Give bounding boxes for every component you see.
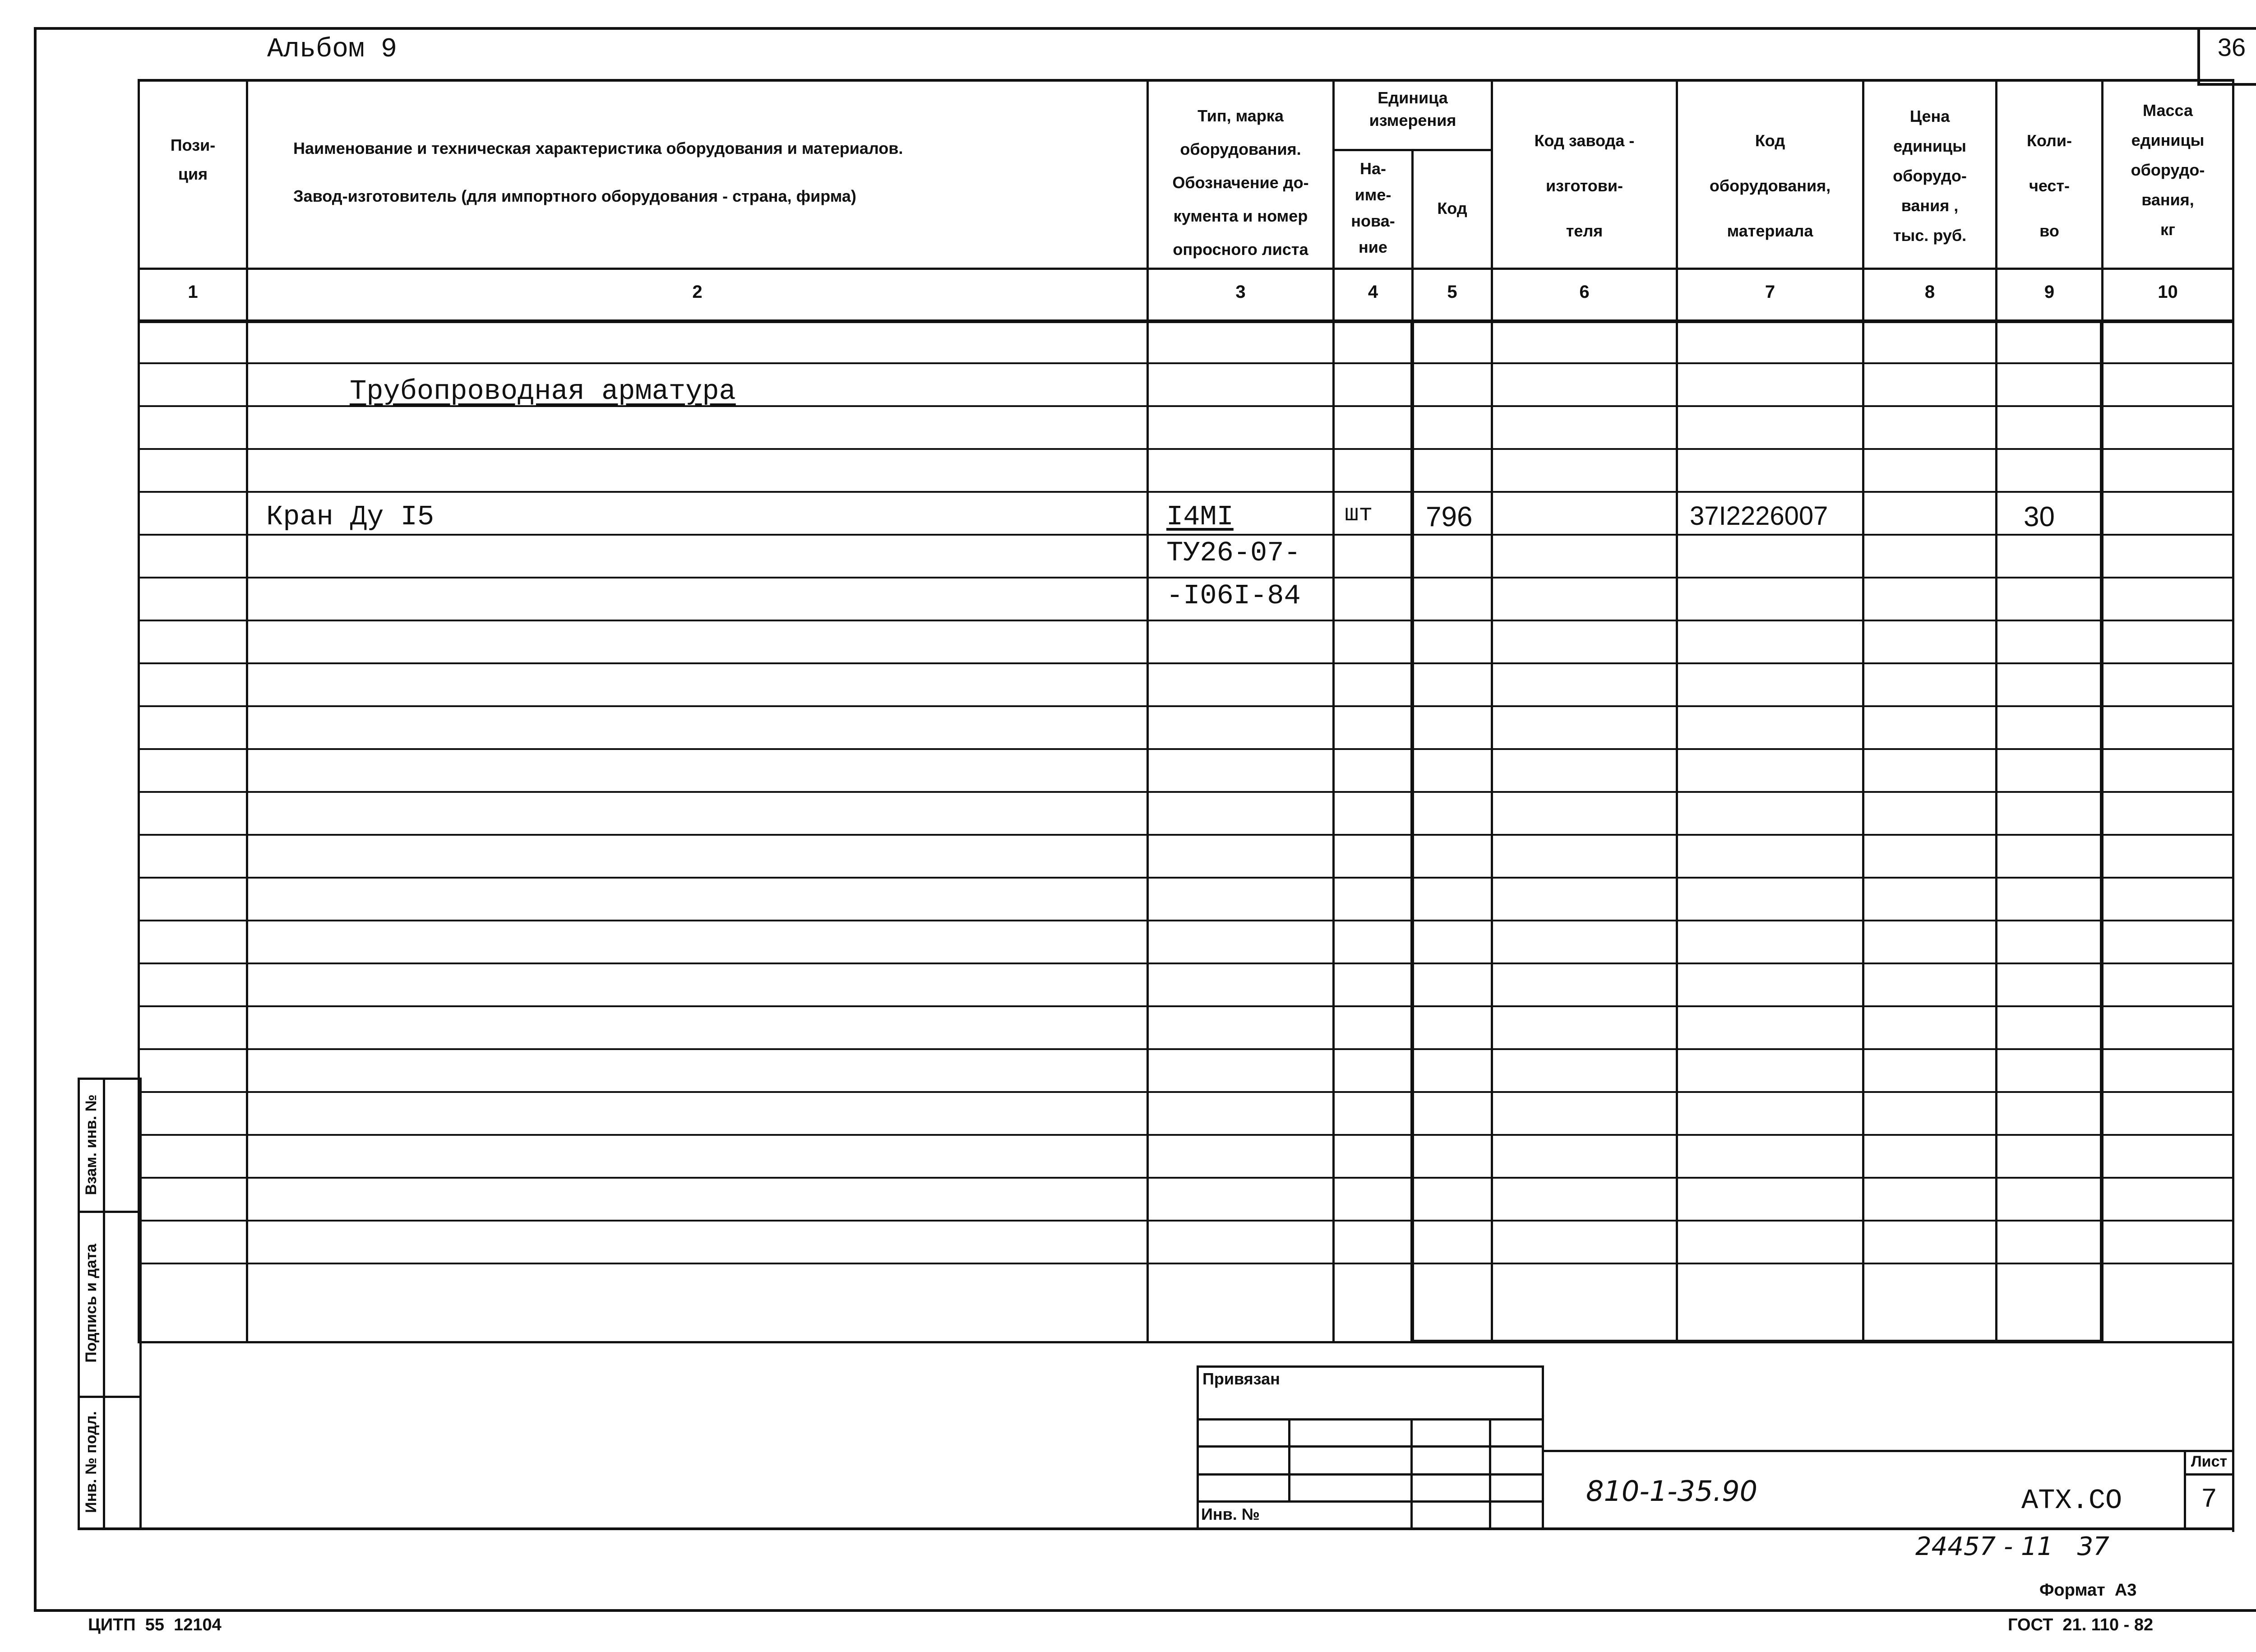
col-number-9: 9 bbox=[2044, 282, 2055, 302]
col-number-3: 3 bbox=[1235, 282, 1246, 302]
header-unit-name: На- име- нова- ние bbox=[1351, 159, 1395, 256]
document-designation: 810-1-35.90 bbox=[1586, 1475, 1758, 1508]
col-number-1: 1 bbox=[188, 282, 198, 302]
table-row-line bbox=[138, 1177, 2233, 1179]
item-doc-line-1: ТУ26-07- bbox=[1166, 537, 1301, 569]
designation-row-top bbox=[1543, 1450, 2233, 1452]
item-name: Кран Ду I5 bbox=[266, 501, 435, 533]
col-line-6 bbox=[1676, 79, 1678, 1343]
col-line-3 bbox=[1332, 79, 1335, 1343]
album-label: Альбом 9 bbox=[267, 34, 398, 65]
col-number-4: 4 bbox=[1368, 282, 1378, 302]
table-row-line bbox=[138, 748, 2233, 750]
sheet-frame bbox=[34, 27, 2256, 1612]
bottom-area-top bbox=[138, 1341, 2233, 1343]
col-line-1 bbox=[246, 79, 248, 1343]
column-number-row-line bbox=[138, 319, 2233, 323]
table-row-line bbox=[138, 1134, 2233, 1136]
header-price: Цена единицы оборудо- вания , тыс. руб. bbox=[1893, 107, 1967, 245]
header-position: Пози- ция bbox=[170, 136, 216, 183]
table-top-border bbox=[138, 79, 2233, 82]
header-quantity: Коли- чест- во bbox=[2026, 131, 2072, 240]
sheet-number: 7 bbox=[2201, 1485, 2217, 1515]
table-right-border bbox=[2232, 79, 2234, 1532]
sheet-box-split bbox=[2184, 1473, 2233, 1476]
col-line-5 bbox=[1491, 79, 1493, 1343]
header-unit-code: Код bbox=[1437, 199, 1467, 217]
header-bottom-line bbox=[138, 268, 2233, 270]
sheet-label: Лист bbox=[2191, 1453, 2228, 1470]
header-mass: Масса единицы оборудо- вания, кг bbox=[2131, 101, 2205, 239]
col-number-7: 7 bbox=[1765, 282, 1775, 302]
item-unit-name: шт bbox=[1345, 501, 1373, 528]
item-type: I4MI bbox=[1166, 501, 1234, 533]
table-row-line bbox=[138, 877, 2233, 879]
section-title: Трубопроводная арматура bbox=[350, 375, 736, 407]
table-row-line bbox=[138, 620, 2233, 621]
header-type: Тип, марка оборудования. Обозначение до- кумента и номер опросного листа bbox=[1172, 106, 1309, 259]
item-doc-line-2: -I06I-84 bbox=[1166, 580, 1301, 612]
bottom-area-bottom bbox=[79, 1527, 2233, 1530]
page-number: 36 bbox=[2217, 33, 2246, 61]
table-row-line bbox=[138, 920, 2233, 921]
col-line-9-heavy bbox=[2100, 319, 2103, 1343]
col-number-8: 8 bbox=[1924, 282, 1935, 302]
binding-line-4 bbox=[1197, 1500, 1544, 1503]
table-row-line bbox=[138, 362, 2233, 364]
col-number-10: 10 bbox=[2158, 282, 2178, 302]
col-line-8 bbox=[1995, 79, 1997, 1343]
table-row-line bbox=[138, 834, 2233, 836]
col-number-6: 6 bbox=[1579, 282, 1590, 302]
table-row-line bbox=[138, 1005, 2233, 1007]
table-row-line bbox=[138, 1263, 2233, 1264]
table-row-line bbox=[138, 705, 2233, 707]
table-row-line bbox=[138, 1220, 2233, 1222]
header-factory-code: Код завода - изготови- теля bbox=[1534, 131, 1635, 240]
binding-line-3 bbox=[1197, 1473, 1544, 1476]
item-quantity: 30 bbox=[2024, 501, 2055, 532]
binding-vline-2 bbox=[1410, 1418, 1413, 1529]
binding-vline-3 bbox=[1489, 1418, 1491, 1529]
table-row-line bbox=[138, 1091, 2233, 1093]
table-row-line bbox=[138, 448, 2233, 450]
side-inv-replace: Взам. инв. № bbox=[83, 1094, 100, 1195]
col-line-7 bbox=[1862, 79, 1864, 1343]
document-mark: АТХ.СО bbox=[2021, 1485, 2122, 1517]
header-name: Наименование и техническая характеристика оборудования и материалов. Завод-изготовитель (для импортного оборудования - страна, фирма) bbox=[293, 139, 903, 205]
side-inv-original: Инв. № подл. bbox=[83, 1411, 100, 1513]
unit-header-split bbox=[1332, 149, 1491, 151]
table-row-line bbox=[138, 791, 2233, 793]
col-line-4-heavy bbox=[1410, 319, 1414, 1343]
side-stamp-divider bbox=[103, 1078, 105, 1530]
item-unit-code: 796 bbox=[1426, 501, 1473, 532]
col-line-2 bbox=[1146, 79, 1149, 1343]
header-unit: Единица измерения bbox=[1369, 88, 1456, 130]
table-row-line bbox=[138, 662, 2233, 664]
footer-left-code: ЦИТП 55 12104 bbox=[88, 1615, 222, 1634]
table-row-line bbox=[138, 1048, 2233, 1050]
table-row-line bbox=[138, 963, 2233, 964]
footer-format: Формат А3 bbox=[2039, 1581, 2137, 1600]
col-number-2: 2 bbox=[692, 282, 703, 302]
side-signature-date: Подпись и дата bbox=[83, 1244, 100, 1363]
binding-label: Привязан bbox=[1202, 1370, 1280, 1388]
table-row-line bbox=[138, 534, 2233, 536]
binding-line-2 bbox=[1197, 1445, 1544, 1448]
table-row-line bbox=[138, 491, 2233, 493]
header-equipment-code: Код оборудования, материала bbox=[1709, 131, 1831, 240]
binding-line-1 bbox=[1197, 1418, 1544, 1421]
footer-gost: ГОСТ 21. 110 - 82 bbox=[2008, 1615, 2154, 1634]
archive-number: 24457 - 11 37 bbox=[1915, 1532, 2109, 1561]
item-material-code: 37I2226007 bbox=[1690, 501, 1828, 531]
col-number-5: 5 bbox=[1447, 282, 1457, 302]
binding-vline-1 bbox=[1288, 1418, 1290, 1500]
table-row-line bbox=[138, 577, 2233, 578]
inventory-label: Инв. № bbox=[1201, 1505, 1260, 1523]
